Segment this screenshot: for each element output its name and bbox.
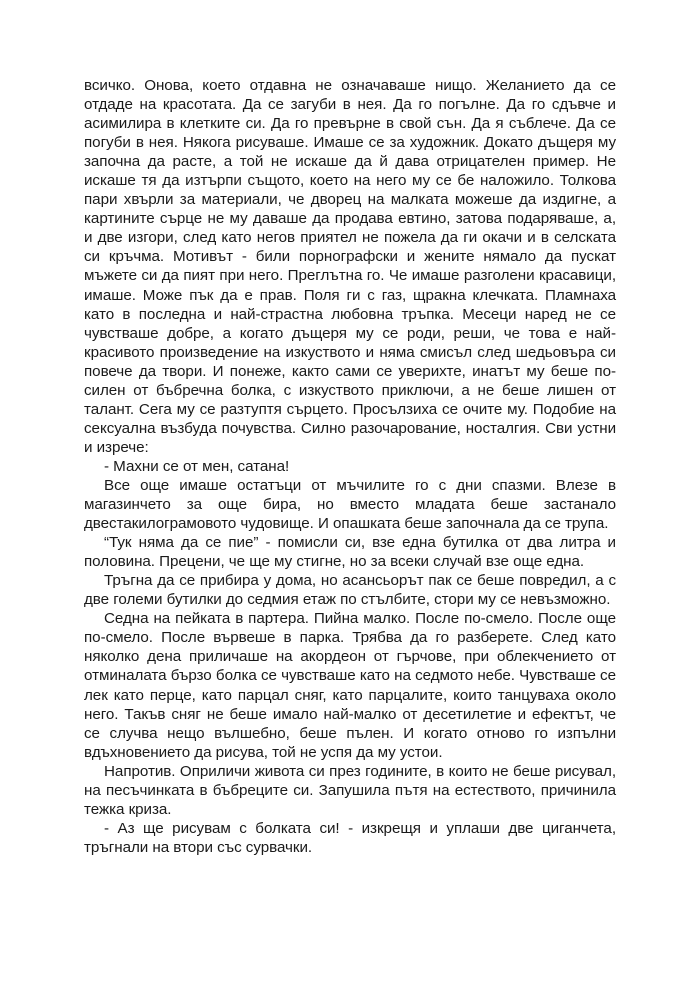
paragraph: Напротив. Оприличи живота си през годините, в които не беше рисувал, на песъчинката в бъбреците си. Запушила пътя на естеството, причинила тежка криза.: [84, 762, 616, 818]
paragraph: - Махни се от мен, сатана!: [104, 457, 290, 475]
paragraph: всичко. Онова, което отдавна не означаваше нищо. Желанието да се отдаде на красотата. Да се загуби в нея. Да го погълне. Да го сдъвче и асимилира в клетките си. Да го превърне в свой сън. Да я съблече. Да се погуби в нея. Някога рисуваше. Имаше се за художник. Докато дъщеря му започна да расте, а той не искаше да й дава отрицателен пример. Не искаше тя да изтърпи същото, което на него му се бе наложило. Толкова пари хвърли за материали, че дворец на малката можеше да издигне, а картините сърце не му даваше да продава евтино, затова подаряваше, а, и две изгори, след като негов приятел не пожела да ги окачи и в селската си кръчма. Мотивът - били порнографски и жените нямало да пускат мъжете си да пият при него. Преглътна го. Че имаше разголени красавици, имаше. Може пък да е прав. Поля ги с газ, щракна клечката. Пламнаха като в последна и най-страстна любовна тръпка. Месеци наред не се чувстваше добре, а когато дъщеря му се роди, реши, че това е най-красивото произведение на изкуството и няма смисъл след шедьовъра си повече да твори. И понеже, както сами се уверихте, инатът му беше по-силен от бъбречна болка, с изкуството приключи, а не беше лишен от талант. Сега му се разтуптя сърцето. Просълзиха се очите му. Подобие на сексуална възбуда почувства. Силно разочарование, носталгия. Сви устни и изрече:: [84, 77, 616, 456]
paragraph: “Тук няма да се пие” - помисли си, взе една бутилка от два литра и половина. Прецени, че ще му стигне, но за всеки случай взе още една.: [84, 534, 616, 571]
document-page: [84, 76, 616, 857]
paragraph: Тръгна да се прибира у дома, но асансьорът пак се беше повредил, а с две големи бутилки до седмия етаж по стълбите, стори му се невъзможно.: [84, 572, 616, 609]
paragraph: - Аз ще рисувам с болката си! - изкрещя и уплаши две циганчета, тръгнали на втори със сурвачки.: [84, 819, 616, 856]
paragraph: Седна на пейката в партера. Пийна малко. После по-смело. После още по-смело. После вървеше в парка. Трябва да го разберете. След като няколко дена приличаше на акордеон от гърчове, при облекчението от отминалата бързо болка се чувстваше като на седмото небе. Чувстваше се лек като перце, като парцал сняг, като парцалите, които танцуваха около него. Такъв сняг не беше имало най-малко от десетилетие и ефектът, че се случва нещо вълшебно, беше пълен. И когато отново го изпълни вдъхновението да рисува, той не успя да му устои.: [84, 610, 616, 761]
paragraph: Все още имаше остатъци от мъчилите го с дни спазми. Влезе в магазинчето за още бира, но вместо младата беше застанало двестакилограмовото чудовище. И опашката беше започнала да се трупа.: [84, 476, 616, 533]
